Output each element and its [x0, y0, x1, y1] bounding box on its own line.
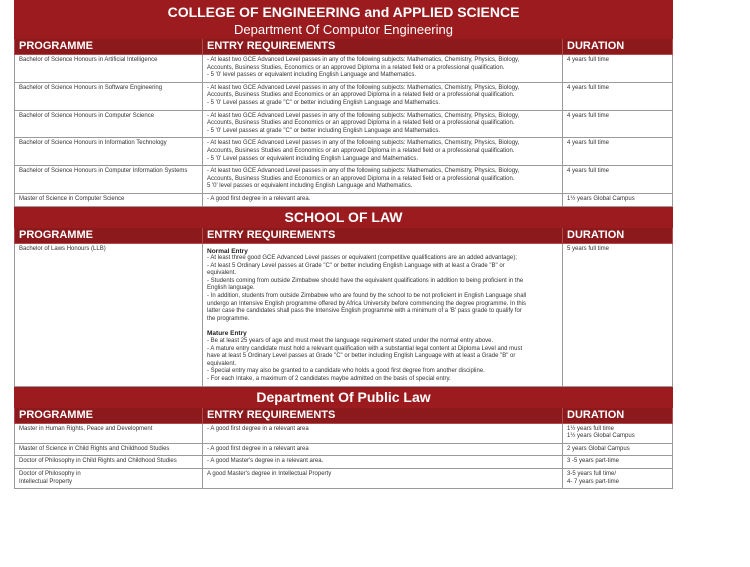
programme-cell [15, 456, 203, 469]
requirement-line: 1½ years Global Campus [567, 433, 635, 440]
programme-cell [15, 423, 203, 443]
requirement-line: - 5 '0' Level passes at grade "C" or better including English Language and Mathematics. [207, 127, 441, 134]
normal-entry-heading: Normal Entry [207, 247, 248, 255]
requirements-header: ENTRY REQUIREMENTS [203, 39, 563, 55]
requirement-line: Master in Human Rights, Peace and Development [19, 425, 153, 432]
mature-entry-text [207, 338, 558, 384]
public-law-programmes [15, 423, 673, 489]
requirement-line: - At least three good GCE Advanced Level passes or equivalent (competitive qualifications are an added advantage); [207, 255, 517, 262]
requirement-line: English language. [207, 285, 255, 292]
normal-entry-text [207, 255, 558, 323]
requirement-line: equivalent. [207, 360, 237, 367]
requirement-line: - Students coming from outside Zimbabwe should have the equivalent qualifications in addition to being proficient in the [207, 277, 524, 284]
requirements-cell [203, 55, 563, 83]
law-title: SCHOOL OF LAW [15, 206, 673, 227]
table-row [15, 423, 673, 443]
duration-cell: 4 years full time [563, 166, 673, 194]
requirement-line: - At least two GCE Advanced Level passes in any of the following subjects: Mathematics, Chemistry, Physics, Biology, [207, 84, 520, 91]
programmes-document [14, 0, 672, 489]
department-title: Department Of Computor Engineering [15, 22, 673, 39]
requirement-line: - Be at least 25 years of age and must meet the language requirement stated under the normal entry above. [207, 338, 494, 345]
requirements-cell: - A good first degree in a relevant area [203, 423, 563, 443]
table-row [15, 110, 673, 138]
requirement-line: - Special entry may also be granted to a candidate who holds a good first degree from another discipline. [207, 368, 485, 375]
requirement-line: - At least two GCE Advanced Level passes in any of the following subjects: Mathematics, Chemistry, Physics, Biology, [207, 57, 520, 63]
requirement-line: Accounts, Business Studies and Economics or an approved Diploma in a related field or a professional qualification. [207, 120, 515, 127]
programme-cell: Bachelor of Science Honours in Artificial Intelligence [15, 55, 203, 83]
programme-cell: Bachelor of Science Honours in Computer Science [15, 110, 203, 138]
requirements-header: ENTRY REQUIREMENTS [203, 407, 563, 423]
requirement-line: 1½ years full time [567, 425, 615, 432]
table-row [15, 138, 673, 166]
requirement-line: - In addition, students from outside Zimbabwe who are found by the school to be not proficient in English Language shall [207, 293, 527, 300]
requirement-line: 3 -5 years part-time [567, 458, 620, 465]
requirements-cell: - A good first degree in a relevant area [203, 443, 563, 456]
requirement-line: Accounts, Business Studies and Economics or an approved Diploma in a related field or a professional qualification. [207, 92, 515, 99]
programme-cell: Bachelor of Laws Honours (LLB) [15, 243, 203, 386]
table-row [15, 55, 673, 83]
requirement-line: Master of Science in Child Rights and Childhood Studies [19, 445, 170, 452]
duration-cell [563, 468, 673, 488]
requirement-line: Accounts, Business Studies, Economics or an approved Diploma in a related field or a professional qualification. [207, 64, 505, 71]
programme-cell [15, 443, 203, 456]
requirements-cell [203, 193, 563, 206]
requirements-cell [203, 166, 563, 194]
programme-header: PROGRAMME [15, 407, 203, 423]
requirement-line: - 5 '0' Level passes or equivalent including English Language and Mathematics. [207, 155, 419, 162]
requirement-line: equivalent. [207, 270, 237, 277]
requirement-line: 5 '0' level passes or equivalent including English Language and Mathematics. [207, 183, 413, 190]
requirement-line: - A good first degree in a relevant area. [207, 195, 311, 202]
column-header-row [15, 227, 673, 243]
duration-cell: 4 years full time [563, 55, 673, 83]
table-row [15, 193, 673, 206]
programme-cell: Bachelor of Science Honours in Computer Information Systems [15, 166, 203, 194]
programme-cell: Bachelor of Science Honours in Information Technology [15, 138, 203, 166]
duration-header: DURATION [563, 227, 673, 243]
duration-cell [563, 443, 673, 456]
requirements-header: ENTRY REQUIREMENTS [203, 227, 563, 243]
table-row [15, 243, 673, 386]
requirement-line: - At least two GCE Advanced Level passes in any of the following subjects: Mathematics, Chemistry, Physics, Biology, [207, 140, 520, 147]
requirements-cell [203, 110, 563, 138]
requirement-line: the programme. [207, 315, 250, 322]
table-row [15, 456, 673, 469]
table-row [15, 166, 673, 194]
requirement-line: undergo an Intensive English programme offered by Africa University before commencing the degree programme. In this [207, 300, 527, 307]
requirements-cell [203, 82, 563, 110]
mature-entry-heading: Mature Entry [207, 330, 247, 338]
duration-header: DURATION [563, 407, 673, 423]
requirement-line: Doctor of Philosophy in Child Rights and Childhood Studies [19, 458, 177, 465]
programme-cell [15, 468, 203, 488]
duration-cell: 5 years full time [563, 243, 673, 386]
requirement-line: Accounts, Business Studies and Economics or an approved Diploma in a related field or a professional qualification. [207, 175, 515, 182]
requirement-line: Intellectual Property [19, 478, 73, 485]
requirement-line: - At least two GCE Advanced Level passes in any of the following subjects: Mathematics, Chemistry, Physics, Biology, [207, 168, 520, 175]
table-row [15, 468, 673, 488]
requirement-line: 2 years Global Campus [567, 445, 630, 452]
duration-cell [563, 423, 673, 443]
column-header-row [15, 39, 673, 55]
college-title: COLLEGE OF ENGINEERING and APPLIED SCIENCE [15, 1, 673, 22]
public-law-title: Department Of Public Law [15, 386, 673, 407]
requirement-line: - At least two GCE Advanced Level passes in any of the following subjects: Mathematics, Chemistry, Physics, Biology, [207, 112, 520, 119]
duration-cell: 1½ years Global Campus [563, 193, 673, 206]
programme-cell: Master of Science in Computer Science [15, 193, 203, 206]
column-header-row [15, 407, 673, 423]
programme-cell: Bachelor of Science Honours in Software Engineering [15, 82, 203, 110]
requirements-cell: - A good Master's degree in a relevant area. [203, 456, 563, 469]
table-row [15, 82, 673, 110]
requirement-line: - For each Intake, a maximum of 2 candidates maybe admitted on the basis of special entry. [207, 376, 451, 382]
requirement-line: - At least 5 Ordinary Level passes at Grade "C" or better including English Language with at least a Grade "B" or [207, 262, 505, 269]
requirement-line: 4- 7 years part-time [567, 478, 620, 485]
duration-cell: 4 years full time [563, 138, 673, 166]
requirement-line: - 5 '0' level passes or equivalent including English Language and Mathematics. [207, 72, 417, 79]
requirements-cell: A good Master's degree in Intellectual Property [203, 468, 563, 488]
duration-cell [563, 456, 673, 469]
programmes-table [14, 0, 673, 489]
requirements-cell [203, 138, 563, 166]
duration-cell: 4 years full time [563, 110, 673, 138]
programme-header: PROGRAMME [15, 227, 203, 243]
requirement-line: Doctor of Philosophy in [19, 470, 81, 477]
programme-header: PROGRAMME [15, 39, 203, 55]
requirement-line: - 5 '0' Level passes at grade "C" or better including English Language and Mathematics. [207, 99, 441, 106]
requirements-cell [203, 243, 563, 386]
engineering-programmes [15, 55, 673, 207]
requirement-line: 3-5 years full time/ [567, 470, 617, 477]
duration-cell: 4 years full time [563, 82, 673, 110]
duration-header: DURATION [563, 39, 673, 55]
requirement-line: Accounts, Business Studies and Economics or an approved Diploma in a related field or a professional qualification. [207, 147, 515, 154]
requirement-line: - A mature entry candidate must hold a relevant qualification with a substantial legal content at Diploma Level and must [207, 345, 523, 352]
requirement-line: latter case the candidates shall pass the Intensive English programme with a minimum of a 'B' pass grade to qualify for [207, 308, 522, 315]
table-row [15, 443, 673, 456]
requirement-line: have at least 5 Ordinary Level passes at Grade "C" or better including English Language with at least a Grade "B" or [207, 353, 516, 360]
